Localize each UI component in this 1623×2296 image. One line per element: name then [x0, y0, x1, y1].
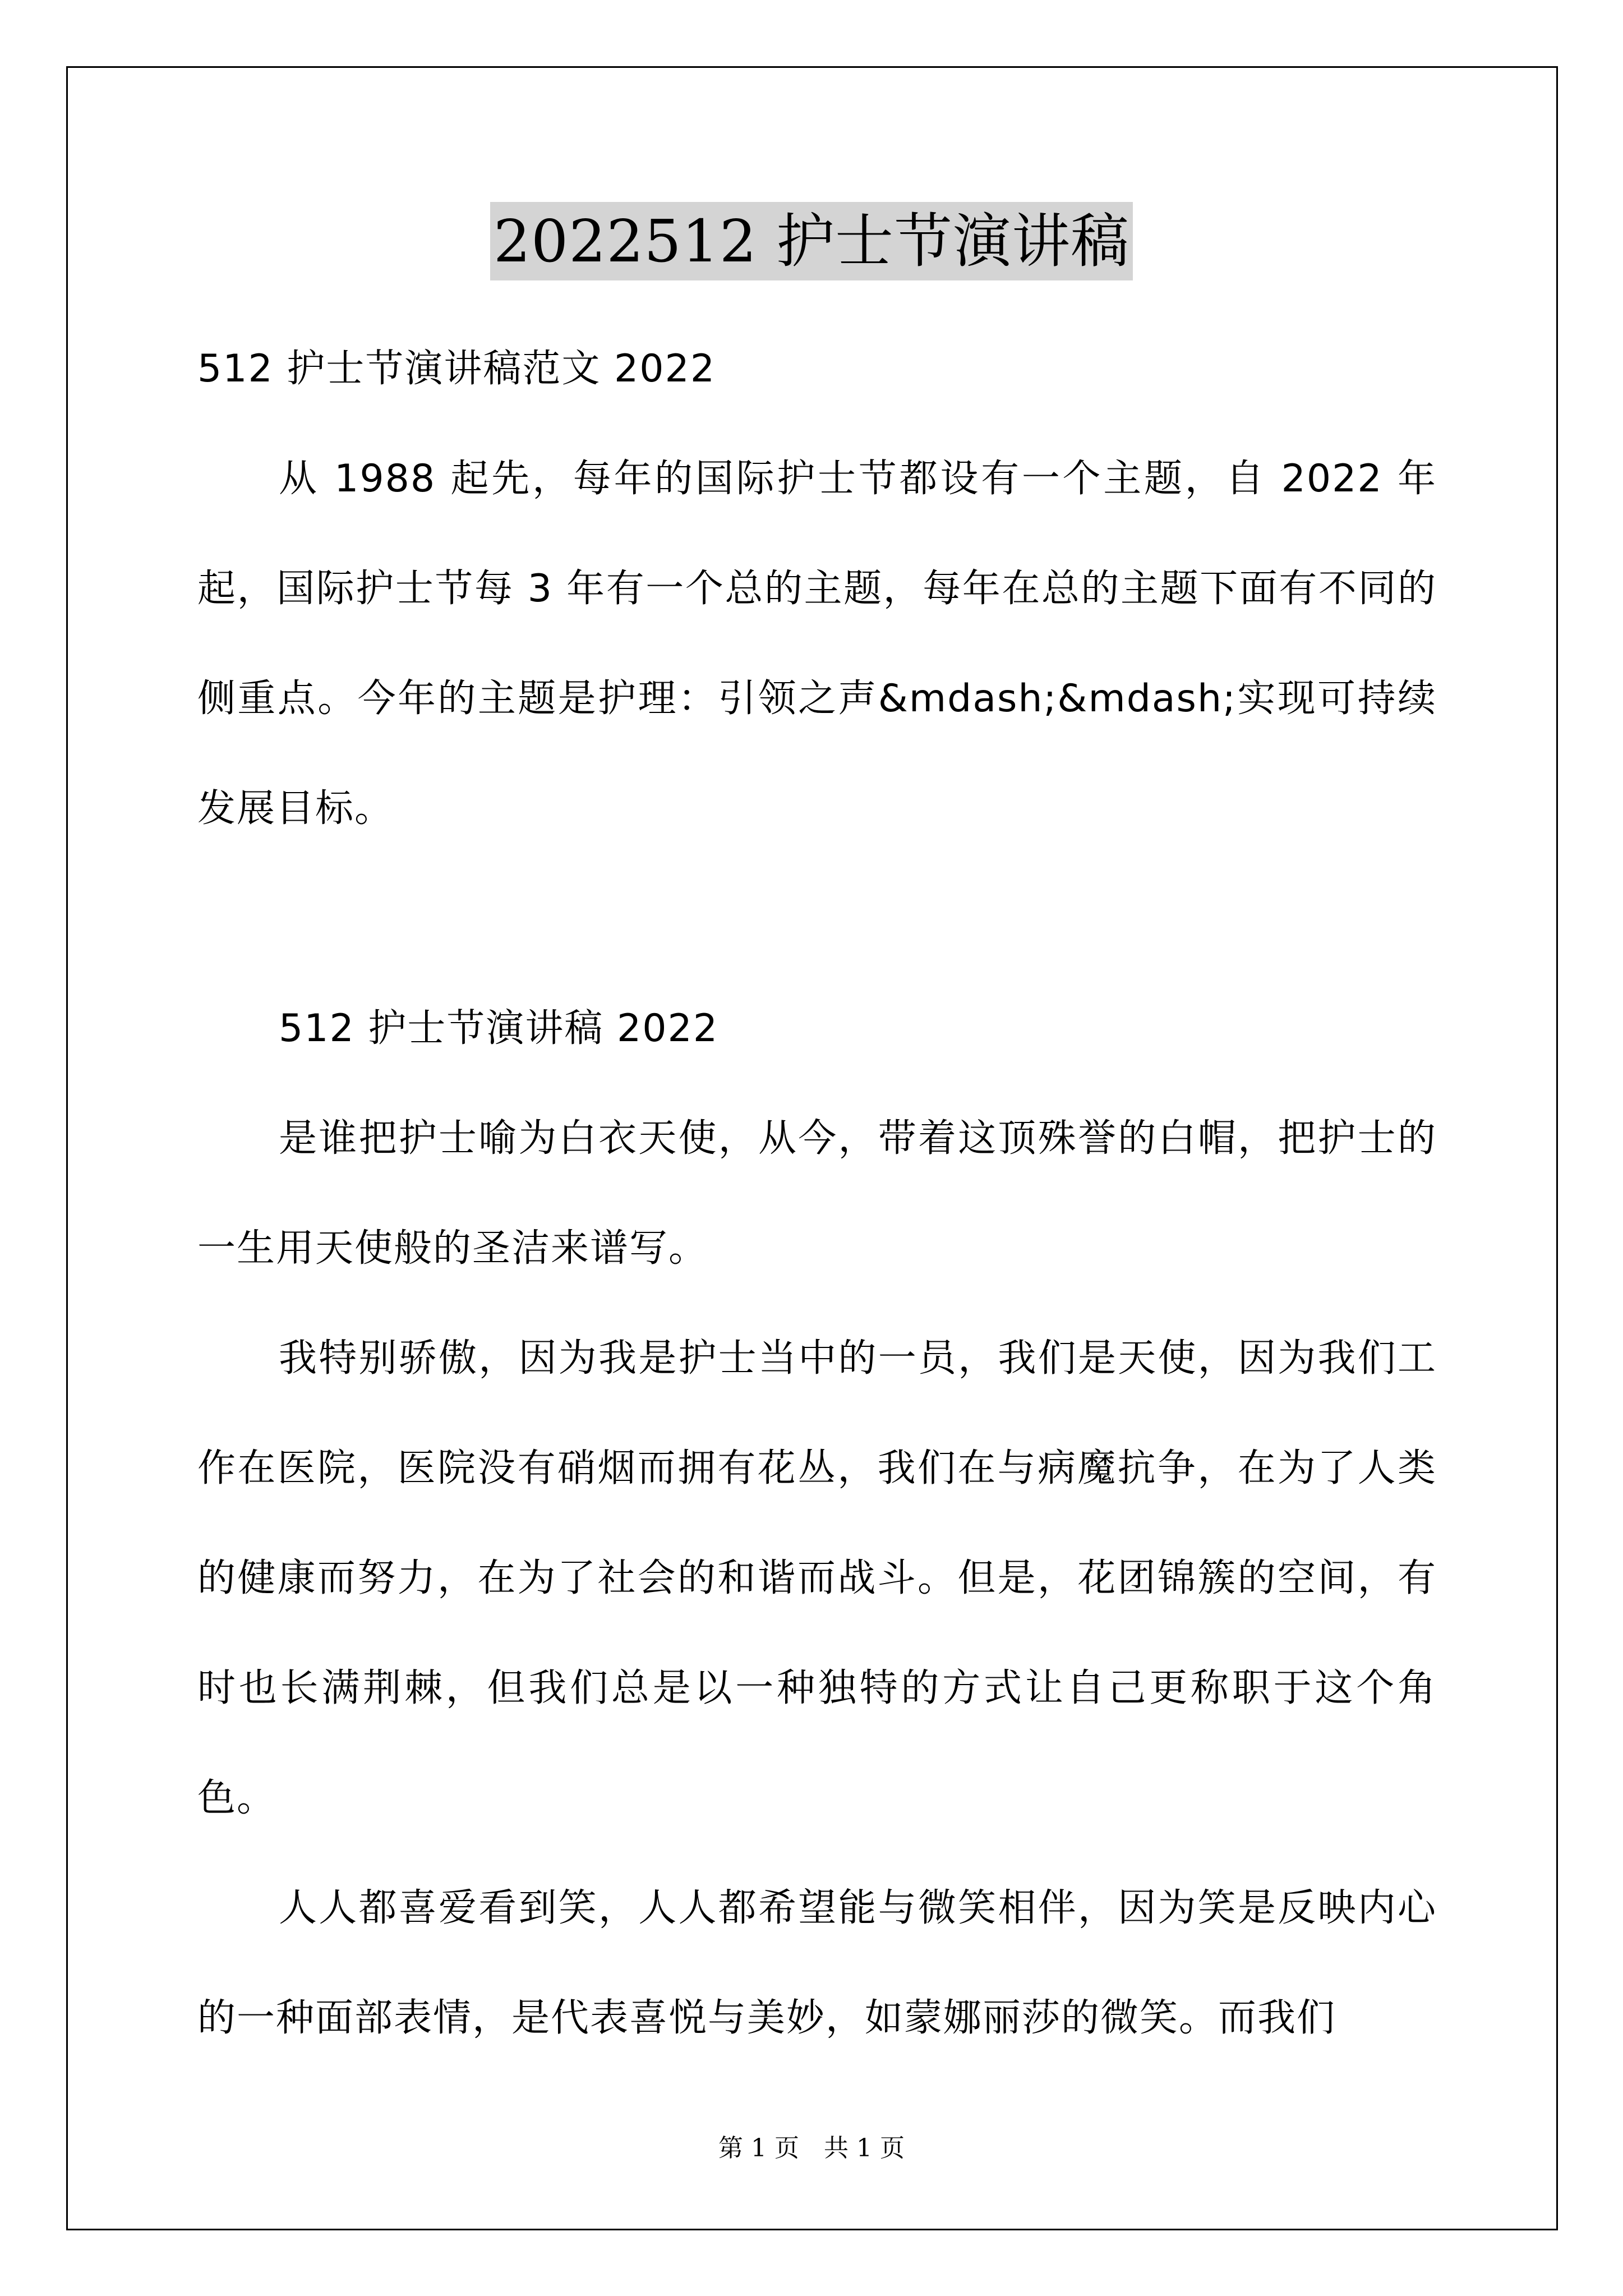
- title-container: [0, 202, 1623, 280]
- body-paragraph: 我特别骄傲，因为我是护士当中的一员，我们是天使，因为我们工作在医院，医院没有硝烟而拥有花丛，我们在与病魔抗争，在为了人类的健康而努力，在为了社会的和谐而战斗。但是，花团锦簇的空间，有时也长满荆棘，但我们总是以一种独特的方式让自己更称职于这个角色。: [197, 1336, 1437, 1820]
- blank-line: [197, 864, 1437, 974]
- section-heading: 512 护士节演讲稿 2022: [279, 1006, 719, 1051]
- page-footer: 第 1 页 共 1 页: [718, 2134, 905, 2162]
- body-paragraph: 是谁把护士喻为白衣天使，从今，带着这顶殊誉的白帽，把护士的一生用天使般的圣洁来谱写。: [197, 1116, 1437, 1271]
- subtitle-paragraph: 512 护士节演讲稿范文 2022: [197, 347, 716, 391]
- document-title: 2022512 护士节演讲稿: [490, 202, 1133, 280]
- intro-paragraph: 从 1988 起先，每年的国际护士节都设有一个主题，自 2022 年起，国际护士节每 3 年有一个总的主题，每年在总的主题下面有不同的侧重点。今年的主题是护理：引领之声&mdash;&mdash;实现可持续发展目标。: [197, 457, 1437, 831]
- document-body: [197, 314, 1437, 2073]
- body-paragraph: 人人都喜爱看到笑，人人都希望能与微笑相伴，因为笑是反映内心的一种面部表情，是代表喜悦与美妙，如蒙娜丽莎的微笑。而我们: [197, 1886, 1437, 2040]
